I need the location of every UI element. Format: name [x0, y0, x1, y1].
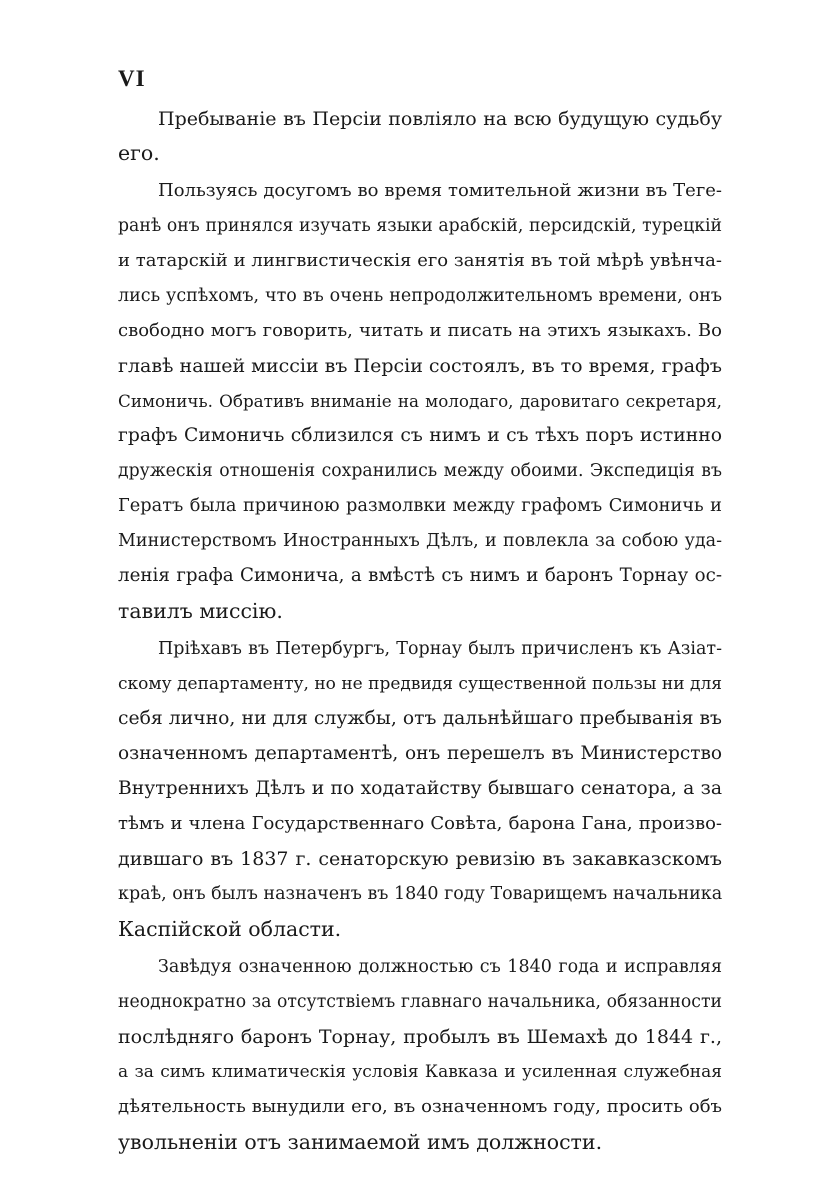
text-line: его.: [118, 141, 160, 165]
text-line: Пребываніе въ Персіи повліяло на всю будущую судьбу: [158, 108, 722, 130]
text-line: главѣ нашей миссіи въ Персіи состоялъ, въ то время, графъ: [118, 355, 722, 377]
text-line: себя лично, ни для службы, отъ дальнѣйшаго пребыванія въ: [118, 708, 722, 729]
text-line: Каспійской области.: [118, 917, 342, 941]
text-line: ранѣ онъ принялся изучать языки арабскій, персидскій, турецкій: [118, 216, 722, 236]
text-line: Гератъ была причиною размолвки между графомъ Симоничь и: [118, 496, 722, 516]
text-line: и татарскій и лингвистическія его занятія въ той мѣрѣ увѣнча-: [118, 250, 722, 271]
text-line: дружескія отношенія сохранились между обоими. Экспедиція въ: [118, 461, 722, 481]
text-line: увольненіи отъ занимаемой имъ должности.: [118, 1130, 603, 1154]
text-line: свободно могъ говорить, читать и писать на этихъ языкахъ. Во: [118, 320, 722, 341]
text-line: означенномъ департаментѣ, онъ перешелъ въ Министерство: [118, 743, 722, 764]
text-line: неоднократно за отсутствіемъ главнаго начальника, обязанности: [118, 992, 722, 1012]
text-line: дившаго въ 1837 г. сенаторскую ревизію въ закавказскомъ: [118, 848, 722, 870]
text-line: Пользуясь досугомъ во время томительной жизни въ Теге-: [158, 180, 722, 201]
text-line: Министерствомъ Иностранныхъ Дѣлъ, и повлекла за собою уда-: [118, 531, 722, 551]
text-line: графъ Симоничь сблизился съ нимъ и съ тѣхъ поръ истинно: [118, 425, 722, 446]
text-line: Завѣдуя означенною должностью съ 1840 года и исправляя: [158, 957, 722, 977]
text-line: краѣ, онъ былъ назначенъ въ 1840 году Товарищемъ начальника: [118, 884, 723, 904]
text-line: скому департаменту, но не предвидя существенной пользы ни для: [118, 674, 722, 694]
text-line: послѣдняго баронъ Торнау, пробылъ въ Шемахѣ до 1844 г.,: [118, 1026, 722, 1048]
text-line: Пріѣхавъ въ Петербургъ, Торнау былъ причисленъ къ Азіат-: [158, 639, 722, 659]
text-line: Симоничь. Обративъ вниманіе на молодаго, даровитаго секретаря,: [118, 391, 722, 411]
text-line: тѣмъ и члена Государственнаго Совѣта, барона Гана, произво-: [118, 813, 722, 834]
text-line: а за симъ климатическія условія Кавказа и усиленная служебная: [118, 1062, 722, 1082]
text-line: Внутреннихъ Дѣлъ и по ходатайству бывшаго сенатора, а за: [118, 778, 722, 799]
text-line: тавилъ миссію.: [118, 599, 283, 623]
page-number: VI: [118, 66, 146, 91]
text-line: лись успѣхомъ, что въ очень непродолжительномъ времени, онъ: [118, 286, 722, 306]
text-line: ленія графа Симонича, а вмѣстѣ съ нимъ и баронъ Торнау ос-: [118, 565, 722, 586]
text-line: дѣятельность вынудили его, въ означенномъ году, просить объ: [118, 1096, 722, 1117]
